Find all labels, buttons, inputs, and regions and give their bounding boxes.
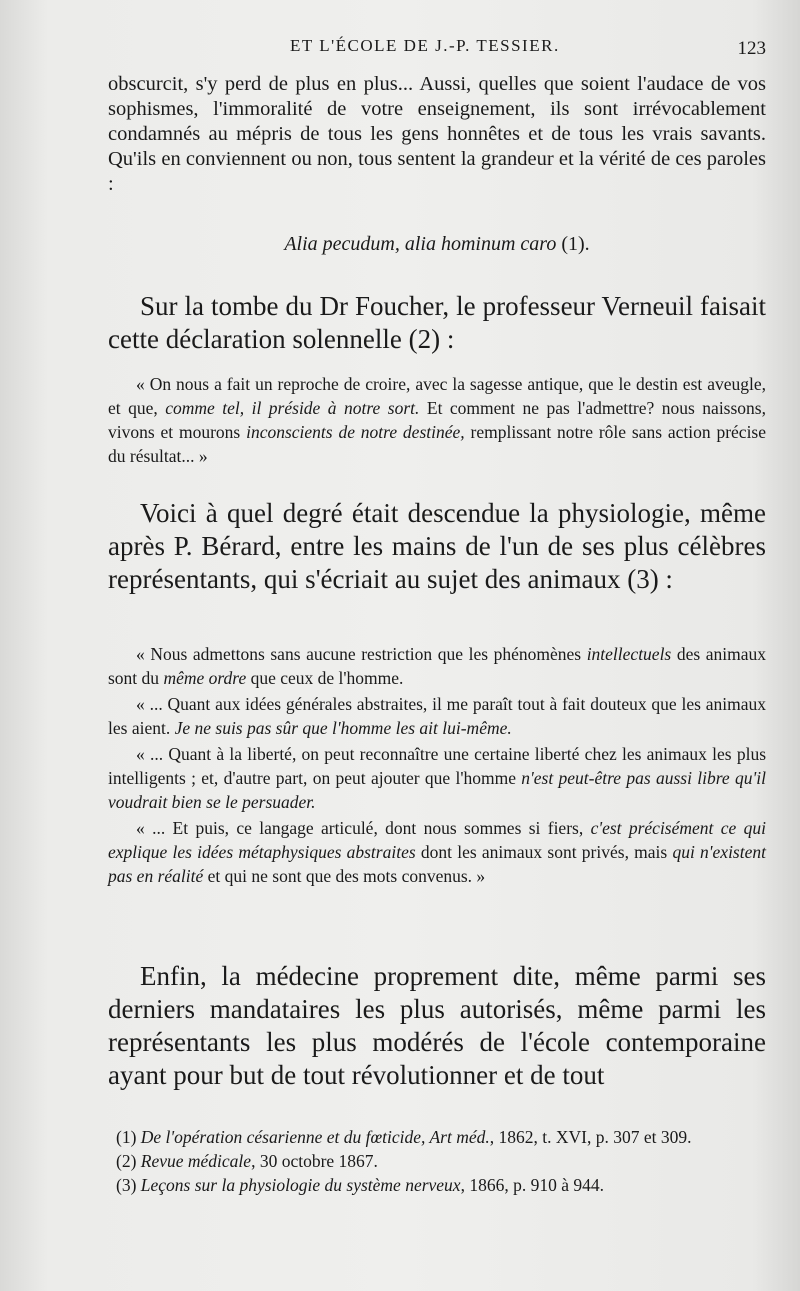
quote-segment: « ... Et puis, ce langage articulé, dont nous sommes si fiers, — [136, 818, 591, 838]
page-number: 123 — [737, 38, 766, 59]
quote-segment: « ... Quant à la liberté, on peut reconnaître une certaine liberté chez les animaux les plus intelligents ; et, d'autre part, on peut ajouter que l'homme — [108, 744, 766, 788]
quote-italic: n'est peut-être pas aussi libre qu'il voudrait bien se le persuader. — [108, 768, 766, 812]
quote-italic: intellectuels — [586, 644, 672, 664]
quote-segment: dont les animaux sont privés, mais — [415, 842, 673, 862]
quote-verneuil — [108, 372, 766, 468]
footnote-1 — [108, 1125, 766, 1149]
quote-italic: qui n'existent pas en réalité — [108, 842, 766, 886]
quote-segment: des animaux sont du — [108, 644, 766, 688]
footnote-title: De l'opération césarienne et du fœticide, Art méd. — [140, 1127, 490, 1147]
footnote-title: Revue médicale — [140, 1151, 252, 1171]
quote-physiology — [108, 642, 766, 888]
quote-segment: « ... Quant aux idées générales abstraites, il me paraît tout à fait douteux que les animaux les aient. — [108, 694, 766, 738]
footnotes — [108, 1125, 766, 1197]
quote-line-2 — [108, 692, 766, 740]
paragraph-2: Sur la tombe du Dr Foucher, le professeur Verneuil faisait cette déclaration solennelle (2) : — [108, 291, 766, 354]
quote-line-1 — [108, 642, 766, 690]
quote-line-3 — [108, 742, 766, 814]
footnote-title: Leçons sur la physiologie du système nerveux — [140, 1175, 461, 1195]
quote-segment: et qui ne sont que des mots convenus. » — [203, 866, 486, 886]
paragraph-4: Enfin, la médecine proprement dite, même parmi ses derniers mandataires les plus autorisés, même parmi les représentants les plus modérés de l'école contemporaine ayant pour but de tout révolutionner et de tout — [108, 961, 766, 1090]
page-header — [0, 36, 800, 66]
footnote-3 — [108, 1173, 766, 1197]
quote-italic: c'est précisément ce qui explique les idées métaphysiques abstraites — [108, 818, 766, 862]
footnote-detail: , 30 octobre 1867. — [251, 1151, 378, 1171]
quote-line-4 — [108, 816, 766, 888]
quote-segment: remplissant notre rôle sans action précise du résultat... » — [108, 422, 767, 466]
footnote-number: (2) — [116, 1151, 141, 1171]
running-title: ET L'ÉCOLE DE J.-P. TESSIER. — [290, 36, 560, 55]
paragraph-3: Voici à quel degré était descendue la physiologie, même après P. Bérard, entre les mains de l'un de ses plus célèbres représentants, qui s'écriait au sujet des animaux (3) : — [108, 498, 766, 594]
footnote-2 — [108, 1149, 766, 1173]
quote-segment: que ceux de l'homme. — [246, 668, 404, 688]
footnote-number: (3) — [116, 1175, 141, 1195]
footnote-number: (1) — [116, 1127, 141, 1147]
quote-segment: « Nous admettons sans aucune restriction que les phénomènes — [136, 644, 587, 664]
verse-note: (1). — [556, 233, 590, 255]
quote-italic: même ordre — [163, 668, 247, 688]
quote-italic: inconscients de notre destinée, — [246, 422, 465, 442]
quote-segment: « On nous a fait un reproche de croire, avec la sagesse antique, que le destin est aveugle, et que, — [108, 374, 766, 418]
quote-italic: comme tel, il préside à notre sort. — [165, 398, 420, 418]
footnote-detail: , 1866, p. 910 à 944. — [460, 1175, 604, 1195]
quote-verneuil-text — [108, 372, 766, 468]
footnote-detail: , 1862, t. XVI, p. 307 et 309. — [489, 1127, 692, 1147]
verse-text: Alia pecudum, alia hominum caro — [284, 233, 557, 255]
latin-verse — [108, 233, 766, 256]
quote-italic: Je ne suis pas sûr que l'homme les ait lui-même. — [174, 718, 512, 738]
quote-segment: Et comment ne pas l'admettre? nous naissons, vivons et mourons — [108, 398, 766, 442]
paragraph-1: obscurcit, s'y perd de plus en plus... Aussi, quelles que soient l'audace de vos sophismes, l'immoralité de votre enseignement, ils sont irrévocablement condamnés au mépris de tous les gens honnêtes et de tous les vrais savants. Qu'ils en conviennent ou non, tous sentent la grandeur et la vérité de ces paroles : — [108, 73, 766, 195]
